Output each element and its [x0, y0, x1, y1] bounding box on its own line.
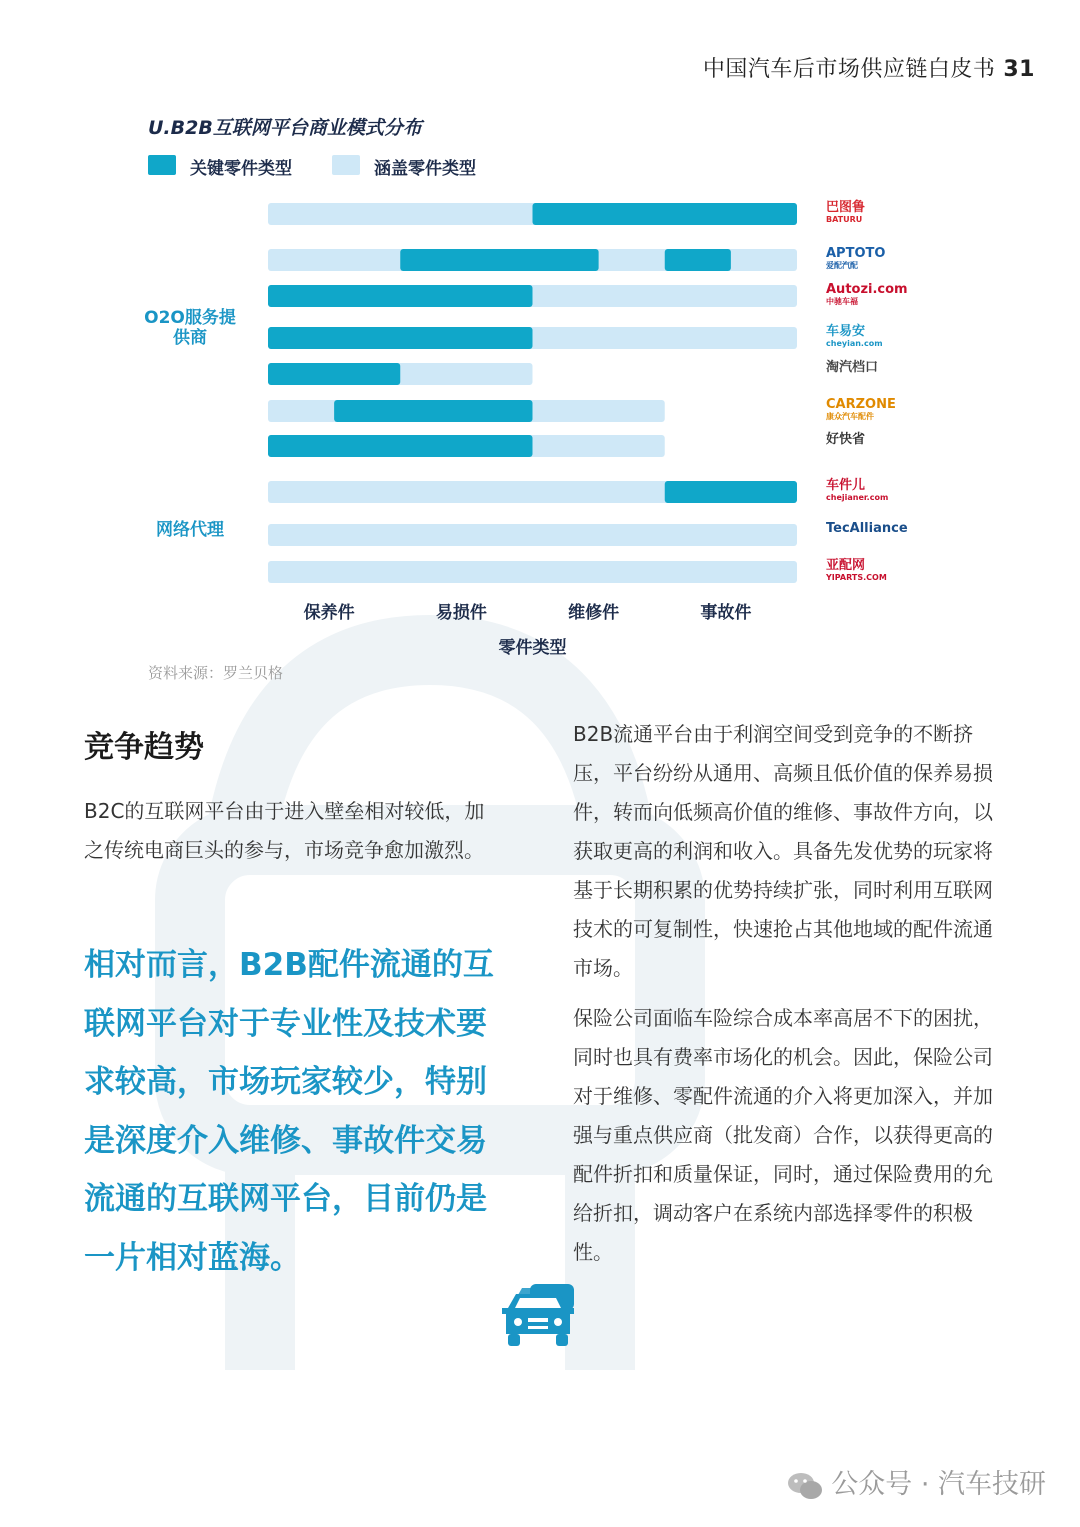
car-icon: [500, 1282, 584, 1348]
x-axis-title: 零件类型: [498, 638, 567, 658]
bar-chart: [0, 0, 1080, 680]
wechat-watermark: [787, 1462, 1046, 1501]
bar-key-6-0: [268, 435, 533, 457]
platform-logo-text-7: 车件儿: [826, 478, 866, 493]
page-number: 31: [1003, 57, 1035, 82]
platform-logo-text-6: 好快省: [826, 432, 866, 447]
platform-logo-sub-0: BATURU: [826, 215, 863, 224]
platform-logo-text-9: 亚配网: [826, 558, 866, 573]
platform-logo-sub-3: cheyian.com: [826, 339, 883, 348]
platform-logo-text-3: 车易安: [826, 324, 866, 339]
platform-logo-6: [826, 432, 916, 462]
highlight-quote: 相对而言，B2B配件流通的互联网平台对于专业性及技术要求较高，市场玩家较少，特别是深度介入维修、事故件交易流通的互联网平台，目前仍是一片相对蓝海。: [84, 947, 494, 1276]
platform-logo-9: [826, 558, 916, 588]
bar-key-1-0: [400, 249, 598, 271]
wechat-icon: [787, 1471, 823, 1501]
source-note: 资料来源：罗兰贝格: [148, 664, 284, 682]
platform-logo-sub-1: 爱配汽配: [826, 261, 858, 270]
paragraph-right-2: 保险公司面临车险综合成本率高居不下的困扰，同时也具有费率市场化的机会。因此，保险公司对于维修、零配件流通的介入将更加深入，并加强与重点供应商（批发商）合作，以获得更高的配件折扣和质量保证，同时，通过保险费用的允给折扣，调动客户在系统内部选择零件的积极性。: [573, 1006, 993, 1264]
legend-label-cover: 涵盖零件类型: [374, 159, 476, 179]
platform-logo-sub-9: YIPARTS.COM: [826, 573, 887, 582]
x-tick-label-2: 维修件: [568, 603, 620, 623]
group-label-o2o: O2O服务提供商: [144, 308, 236, 348]
paragraph-right-1: B2B流通平台由于利润空间受到竞争的不断挤压，平台纷纷从通用、高频且低价值的保养易损件，转而向低频高价值的维修、事故件方向，以获取更高的利润和收入。具备先发优势的玩家将基于长期积累的优势持续扩张，同时利用互联网技术的可复制性，快速抢占其他地域的配件流通市场。: [573, 722, 993, 980]
bar-key-4-0: [268, 363, 400, 385]
platform-logo-7: [826, 478, 916, 508]
platform-logo-3: [826, 324, 916, 354]
x-tick-label-0: 保养件: [303, 603, 355, 623]
x-tick-label-1: 易损件: [435, 603, 487, 623]
bar-key-3-0: [268, 327, 533, 349]
platform-logo-text-2: Autozi.com: [826, 282, 908, 297]
paragraph-left: B2C的互联网平台由于进入壁垒相对较低，加之传统电商巨头的参与，市场竞争愈加激烈。: [84, 799, 485, 862]
platform-logo-1: [826, 246, 916, 276]
wechat-text: 公众号 · 汽车技研: [831, 1469, 1046, 1500]
platform-logo-sub-2: 中驰车福: [826, 297, 858, 306]
bar-key-2-0: [268, 285, 533, 307]
platform-logo-text-5: CARZONE: [826, 397, 896, 412]
bar-cover-8: [268, 524, 797, 546]
legend-label-key: 关键零件类型: [190, 159, 292, 179]
section-heading: 竞争趋势: [84, 730, 204, 765]
header-title-text: 中国汽车后市场供应链白皮书: [702, 57, 996, 82]
platform-logo-2: [826, 282, 916, 312]
platform-logo-8: [826, 521, 916, 551]
platform-logo-text-1: APTOTO: [826, 246, 886, 261]
bar-key-1-1: [665, 249, 731, 271]
platform-logo-text-4: 淘汽档口: [826, 360, 879, 375]
bar-key-0-0: [533, 203, 798, 225]
platform-logo-4: [826, 360, 916, 390]
platform-logo-5: [826, 397, 916, 427]
bar-key-7-0: [665, 481, 797, 503]
x-tick-label-3: 事故件: [700, 603, 752, 623]
platform-logo-text-8: TecAlliance: [826, 521, 908, 536]
platform-logo-text-0: 巴图鲁: [826, 200, 866, 215]
platform-logo-sub-7: chejianer.com: [826, 493, 889, 502]
chart-title: U.B2B互联网平台商业模式分布: [148, 117, 422, 139]
group-label-network: 网络代理: [156, 520, 224, 540]
bar-cover-9: [268, 561, 797, 583]
bar-key-5-0: [334, 400, 532, 422]
platform-logo-sub-5: 康众汽车配件: [826, 412, 874, 421]
platform-logo-0: [826, 200, 916, 230]
